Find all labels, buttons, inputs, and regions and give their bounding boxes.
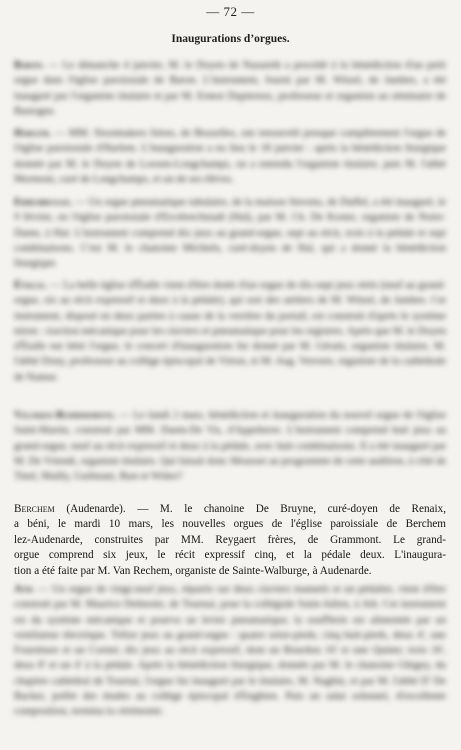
paragraph-baron <box>14 58 446 119</box>
paragraph-text: — Un orgue de vingt-neuf jeux, répartis sur deux claviers manuels et un pédalier, vient d'être construit par M. Maurice Delmotte, de Tournai, pour la collégiale Saint-Julien, à Ath. Cet instrument est du système mécanique et pourvu un levier pneumatique; la soufflerie est alimentée par un ventilateur électrique. Trêize jeux au grand-orgue : quatre seize-pieds, cinq huit-pieds, deux 4', une Fourniture et un Cornet; dix jeux au récit expressif, dont un Bourdon 16' et une Quinte; trois 16', deux 8' et un 4' à la pédale. Après la bénédiction liturgique, donnée par M. le chanoine Ghigny, du chapitre cathédral de Tournai, l'orgue fut inauguré par le titulaire, M. Naghin, et par M. l'abbé D' De Backer, préfet des études au collège épiscopal d'Enghien. Puis un salut solennel, d'excellente composition, termina la cérémonie. <box>14 584 446 718</box>
paragraph-text: — MM. Slootmakers frères, de Bruxelles, ont renouvelé presque complètement l'orgue de l'église paroissiale d'Harlem. L'inauguration a eu lieu le 18 janvier : après la bénédiction liturgique donnée par M. le Doyen de Loosen-Longchamps, on a entendu l'organiste titulaire, puis M. l'abbé Mormont, curé de Longchamps, et un de ses élèves. <box>14 128 446 185</box>
paragraph-etalle <box>14 278 446 385</box>
text-line <box>14 502 446 517</box>
page-number: — 72 — <box>206 4 255 19</box>
paragraph-lead: Étalle. <box>14 280 47 291</box>
paragraph-lead: Erbesbrugge. <box>14 197 73 208</box>
paragraph-lead: Harlem. <box>14 128 51 139</box>
paragraph-text: — Un orgue pneumatique tubulaire, de la maison Stevens, de Duffel, a été inauguré, le 9 février, en l'église paroissiale d'Ercebrechstadt (Hal), par M. Ch. De Koster, organiste de Notre-Dame, à Hal. L'instrument comprend dix jeux au grand-orgue, sept au récit, trois à la pédale et sept combinaisons. C'est M. le chanoine Michiels, curé-doyen de Hal, qui a donné la bénédiction liturgique. <box>14 197 446 270</box>
paragraph-erbesbrugge <box>14 195 446 271</box>
section-heading: Inaugurations d’orgues. <box>171 33 290 45</box>
paragraph-lead: Berchem <box>14 503 55 515</box>
text-line: orgue comprend six jeux, le récit expressif cinq, et la pédale deux. L'inaugura- <box>14 549 446 562</box>
text-line: lez-Audenarde, construites par MM. Reygaert frères, de Grammont. Le grand- <box>14 533 446 546</box>
paragraph-text: — La belle église d'Étalle vient d'être dotée d'un orgue de dix-sept jeux réels (neuf au grand-orgue, six au récit expressif et deux à la pédale), qui sort des ateliers de M. Witzel, de Jambes. Cet instrument, disposé en deux parties à cause de la verrière du portail, est construit d'après le système mixte : traction mécanique pour les claviers et pneumatique pour les registres. Après que M. le Doyen d'Étalle eut béni l'orgue, le concert d'inauguration fut donné par M. Gérain, organiste titulaire, M. l'abbé Dony, professeur au collège épiscopal de Virton, et M. Aug. Verroen, organiste de la cathédrale de Namur. <box>14 280 446 383</box>
paragraph-text: — Le lundi 2 mars, bénédiction et inauguration du nouvel orgue de l'église Saint-Martin, construit par MM. Daem-De Vis, d'Appelterre. L'instrument comprend huit jeux au grand-orgue, neuf au récit expressif et deux à la pédale, avec huit combinaisons. Il a été inauguré par M. De Vriendt, organiste titulaire. Qui faisait donc Mousset au programme de cette audition, à côté de Tinel, Mailly, Guilmant, Bast et Widor? <box>14 410 447 483</box>
paragraph-lead: Ath. <box>14 584 35 595</box>
paragraph-ath <box>14 582 446 720</box>
text-line: tion a été faite par M. Van Rechem, organiste de Sainte-Walburge, à Audenarde. <box>14 564 372 577</box>
text-line-content: (Audenarde). — M. le chanoine De Bruyne, curé-doyen de Renaix, <box>66 503 447 515</box>
paragraph-berchem <box>14 502 446 579</box>
paragraph-text: — Le dimanche 4 janvier, M. le Doyen de Nazareth a procédé à la bénédiction d'un petit orgue dans l'église paroissiale de Baron. L'instrument, fourni par M. Witzel, de Jambes, a été inauguré par l'organiste titulaire et par M. Ernest Dupiereux, professeur et organiste au séminaire de Bastogne. <box>14 60 446 117</box>
paragraph-lead: Velsique-Ruddershove. <box>14 410 116 421</box>
text-line: a béni, le mardi 10 mars, les nouvelles orgues de l'église paroissiale de Berchem <box>14 518 446 531</box>
paragraph-velsique <box>14 408 446 484</box>
paragraph-harlem <box>14 126 446 187</box>
paragraph-lead: Baron. <box>14 60 45 71</box>
